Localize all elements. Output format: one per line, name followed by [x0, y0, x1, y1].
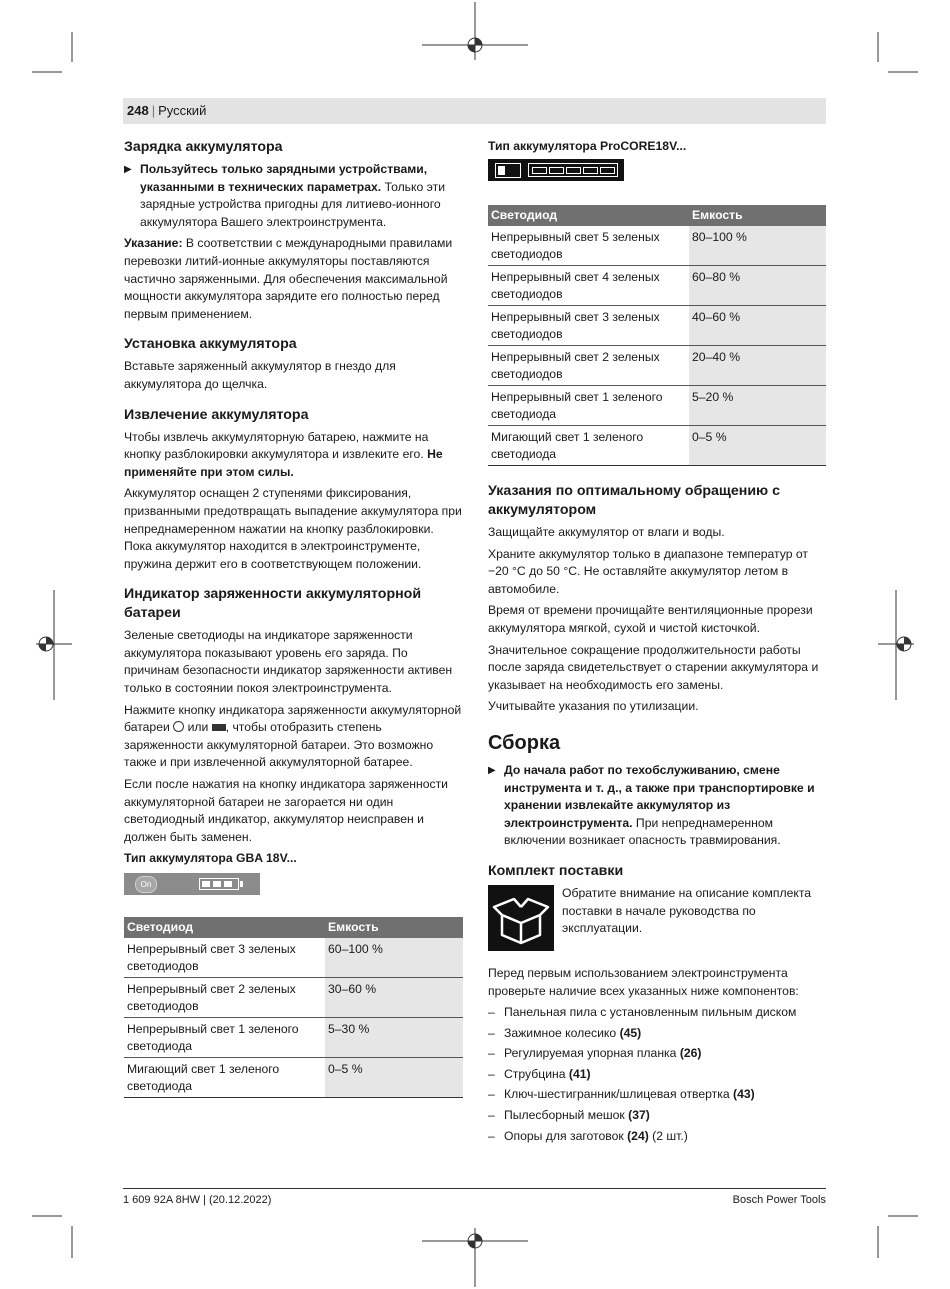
table-header-led: Светодиод	[124, 917, 325, 938]
led-cell: Непрерывный свет 3 зеленых светодиодов	[488, 306, 689, 346]
delivery-note-text: Обратите внимание на описание комплекта поставки в начале руководства по эксплуатации.	[562, 885, 812, 936]
capacity-cell: 20–40 %	[689, 346, 826, 386]
indicator-text-2a: Нажмите кнопку индикатора заряженности аккумуляторной батареи	[124, 702, 462, 735]
led-cell: Непрерывный свет 3 зеленых светодиодов	[124, 938, 325, 978]
item-text: Струбцина	[504, 1066, 569, 1081]
table-row	[488, 226, 826, 266]
procore-battery-illustration	[488, 159, 624, 181]
led-cell: Мигающий свет 1 зеленого светодиода	[488, 426, 689, 466]
care-text-2: Храните аккумулятор только в диапазоне температур от −20 °C до 50 °C. Не оставляйте аккумулятор летом в автомобиле.	[488, 546, 808, 596]
list-item	[488, 1045, 826, 1063]
page-number: 248	[127, 103, 149, 118]
list-item	[488, 1086, 826, 1104]
table-row	[488, 306, 826, 346]
battery-button-icon	[495, 163, 521, 178]
charging-note	[124, 235, 463, 323]
remove-text-1	[124, 429, 463, 482]
item-ref: (41)	[568, 1066, 591, 1081]
battery-level-icon	[199, 878, 239, 890]
battery-level-icon	[528, 163, 618, 177]
table-row	[488, 426, 826, 466]
item-extra: (2 шт.)	[648, 1128, 688, 1143]
care-text-1: Защищайте аккумулятор от влаги и воды.	[488, 525, 725, 539]
table-header-capacity: Емкость	[325, 917, 463, 938]
gba-type-label: Тип аккумулятора GBA 18V...	[124, 851, 297, 866]
on-button-icon: On	[135, 876, 157, 893]
care-text-3: Время от времени прочищайте вентиляционные прорези аккумулятора мягкой, сухой и чистой кисточкой.	[488, 603, 813, 635]
list-item	[488, 1025, 826, 1043]
table-header-capacity: Емкость	[689, 205, 826, 226]
capacity-cell: 30–60 %	[325, 978, 463, 1018]
footer-brand: Bosch Power Tools	[732, 1194, 826, 1206]
care-text-5: Учитывайте указания по утилизации.	[488, 699, 699, 714]
item-ref: (37)	[628, 1108, 650, 1123]
table-row	[488, 346, 826, 386]
charging-warning	[124, 161, 463, 231]
led-cell: Непрерывный свет 1 зеленого светодиода	[488, 386, 689, 426]
led-cell: Непрерывный свет 4 зеленых светодиодов	[488, 266, 689, 306]
note-text: В соответствии с международными правилами перевозки литий-ионные аккумуляторы поставляются частично заряженными. Для обеспечения максимальной мощности аккумулятора зарядите его полностью перед первым применением.	[124, 236, 453, 321]
table-row	[124, 938, 463, 978]
bullet-arrow-icon: ▶	[488, 764, 496, 776]
left-column	[124, 138, 463, 1098]
charging-warning-text: Только эти зарядные устройства пригодны для литиево-ионного аккумулятора Вашего электроинструмента.	[140, 179, 446, 229]
capacity-cell: 60–100 %	[325, 938, 463, 978]
procore-type-label: Тип аккумулятора ProCORE18V...	[488, 139, 687, 153]
capacity-cell: 0–5 %	[325, 1058, 463, 1098]
care-text-4: Значительное сокращение продолжительности работы после заряда свидетельствует о старении аккумулятора и указывает на необходимость его замены.	[488, 642, 819, 692]
item-ref: (24)	[627, 1128, 649, 1143]
capacity-cell: 80–100 %	[689, 226, 826, 266]
assembly-warning-text: При непреднамеренном включении возникает опасность травмирования.	[504, 815, 781, 848]
table-row	[124, 1058, 463, 1098]
item-text: Опоры для заготовок	[504, 1128, 628, 1143]
delivery-list	[488, 1004, 826, 1145]
indicator-text-2b: или	[184, 720, 212, 735]
capacity-cell: 0–5 %	[689, 426, 826, 466]
table-row	[124, 1018, 463, 1058]
led-cell: Непрерывный свет 1 зеленого светодиода	[124, 1018, 325, 1058]
page-footer	[123, 1188, 826, 1208]
install-heading: Установка аккумулятора	[124, 336, 297, 353]
right-column	[488, 138, 826, 1148]
gba-capacity-table	[124, 917, 463, 1098]
indicator-text-2	[124, 702, 463, 772]
table-header-led: Светодиод	[488, 205, 689, 226]
remove-text-1-bold: Не применяйте при этом силы.	[124, 447, 443, 479]
assembly-heading: Сборка	[488, 731, 561, 754]
box-icon	[488, 885, 554, 951]
capacity-cell: 40–60 %	[689, 306, 826, 346]
charging-warning-bold: Пользуйтесь только зарядными устройствами, указанными в технических параметрах.	[140, 162, 428, 194]
item-ref: (43)	[733, 1087, 755, 1102]
table-row	[124, 978, 463, 1018]
delivery-note	[488, 885, 826, 951]
list-item	[488, 1128, 826, 1146]
page-header: 248 | Русский	[123, 98, 826, 124]
table-row	[488, 386, 826, 426]
assembly-warning-bold: До начала работ по техобслуживанию, смене инструмента и т. д., а также при транспортировке и хранении извлекайте аккумулятор из электроинструмента.	[504, 762, 815, 830]
item-ref: (45)	[619, 1025, 642, 1040]
footer-doc-id: 1 609 92A 8HW | (20.12.2022)	[123, 1194, 272, 1206]
led-cell: Мигающий свет 1 зеленого светодиода	[124, 1058, 325, 1098]
capacity-cell: 5–20 %	[689, 386, 826, 426]
item-text: Ключ-шестигранник/шлицевая отвертка	[504, 1087, 734, 1102]
bullet-arrow-icon: ▶	[124, 164, 132, 175]
install-text: Вставьте заряженный аккумулятор в гнездо для аккумулятора до щелчка.	[124, 359, 396, 391]
care-heading: Указания по оптимальному обращению с аккумулятором	[488, 483, 781, 518]
on-button-icon	[173, 721, 184, 732]
item-text: Зажимное колесико	[504, 1025, 620, 1040]
note-label: Указание:	[124, 236, 183, 251]
procore-capacity-table	[488, 205, 826, 466]
header-language: Русский	[158, 103, 207, 118]
list-item	[488, 1004, 826, 1022]
assembly-warning	[488, 762, 826, 850]
capacity-cell: 5–30 %	[325, 1018, 463, 1058]
led-cell: Непрерывный свет 2 зеленых светодиодов	[488, 346, 689, 386]
delivery-intro: Перед первым использованием электроинструмента проверьте наличие всех указанных ниже компонентов:	[488, 965, 799, 998]
led-cell: Непрерывный свет 5 зеленых светодиодов	[488, 226, 689, 266]
remove-heading: Извлечение аккумулятора	[124, 406, 309, 423]
battery-button-icon	[212, 724, 226, 731]
list-item	[488, 1066, 826, 1084]
remove-text-1a: Чтобы извлечь аккумуляторную батарею, нажмите на кнопку разблокировки аккумулятора и извлеките его.	[124, 429, 429, 462]
item-text: Панельная пила с установленным пильным диском	[504, 1005, 797, 1020]
indicator-text-2c: , чтобы отобразить степень заряженности аккумуляторной батареи. Это возможно также и при извлеченной аккумуляторной батарее.	[124, 720, 434, 770]
remove-text-2: Аккумулятор оснащен 2 ступенями фиксирования, призванными предотвращать выпадение аккумулятора при непреднамеренном нажатии на кнопку разблокировки. Пока аккумулятор находится в электроинструменте, пружина держит его в соответствующем положении.	[124, 486, 462, 571]
list-item	[488, 1107, 826, 1125]
indicator-heading: Индикатор заряженности аккумуляторной батареи	[124, 586, 422, 622]
charging-heading: Зарядка аккумулятора	[124, 139, 283, 155]
item-text: Пылесборный мешок	[504, 1108, 629, 1123]
gba-battery-illustration	[124, 873, 260, 895]
indicator-text-3: Если после нажатия на кнопку индикатора заряженности аккумуляторной батареи не загорается ни один светодиодный индикатор, аккумулятор неисправен и должен быть заменен.	[124, 777, 448, 844]
table-row	[488, 266, 826, 306]
delivery-heading: Комплект поставки	[488, 862, 624, 879]
capacity-cell: 60–80 %	[689, 266, 826, 306]
indicator-text-1: Зеленые светодиоды на индикаторе заряженности аккумулятора показывают уровень его заряда. По причинам безопасности индикатор заряженности активен только в состоянии покоя электроинструмента.	[124, 628, 453, 696]
item-text: Регулируемая упорная планка	[504, 1046, 680, 1061]
item-ref: (26)	[679, 1046, 702, 1061]
led-cell: Непрерывный свет 2 зеленых светодиодов	[124, 978, 325, 1018]
